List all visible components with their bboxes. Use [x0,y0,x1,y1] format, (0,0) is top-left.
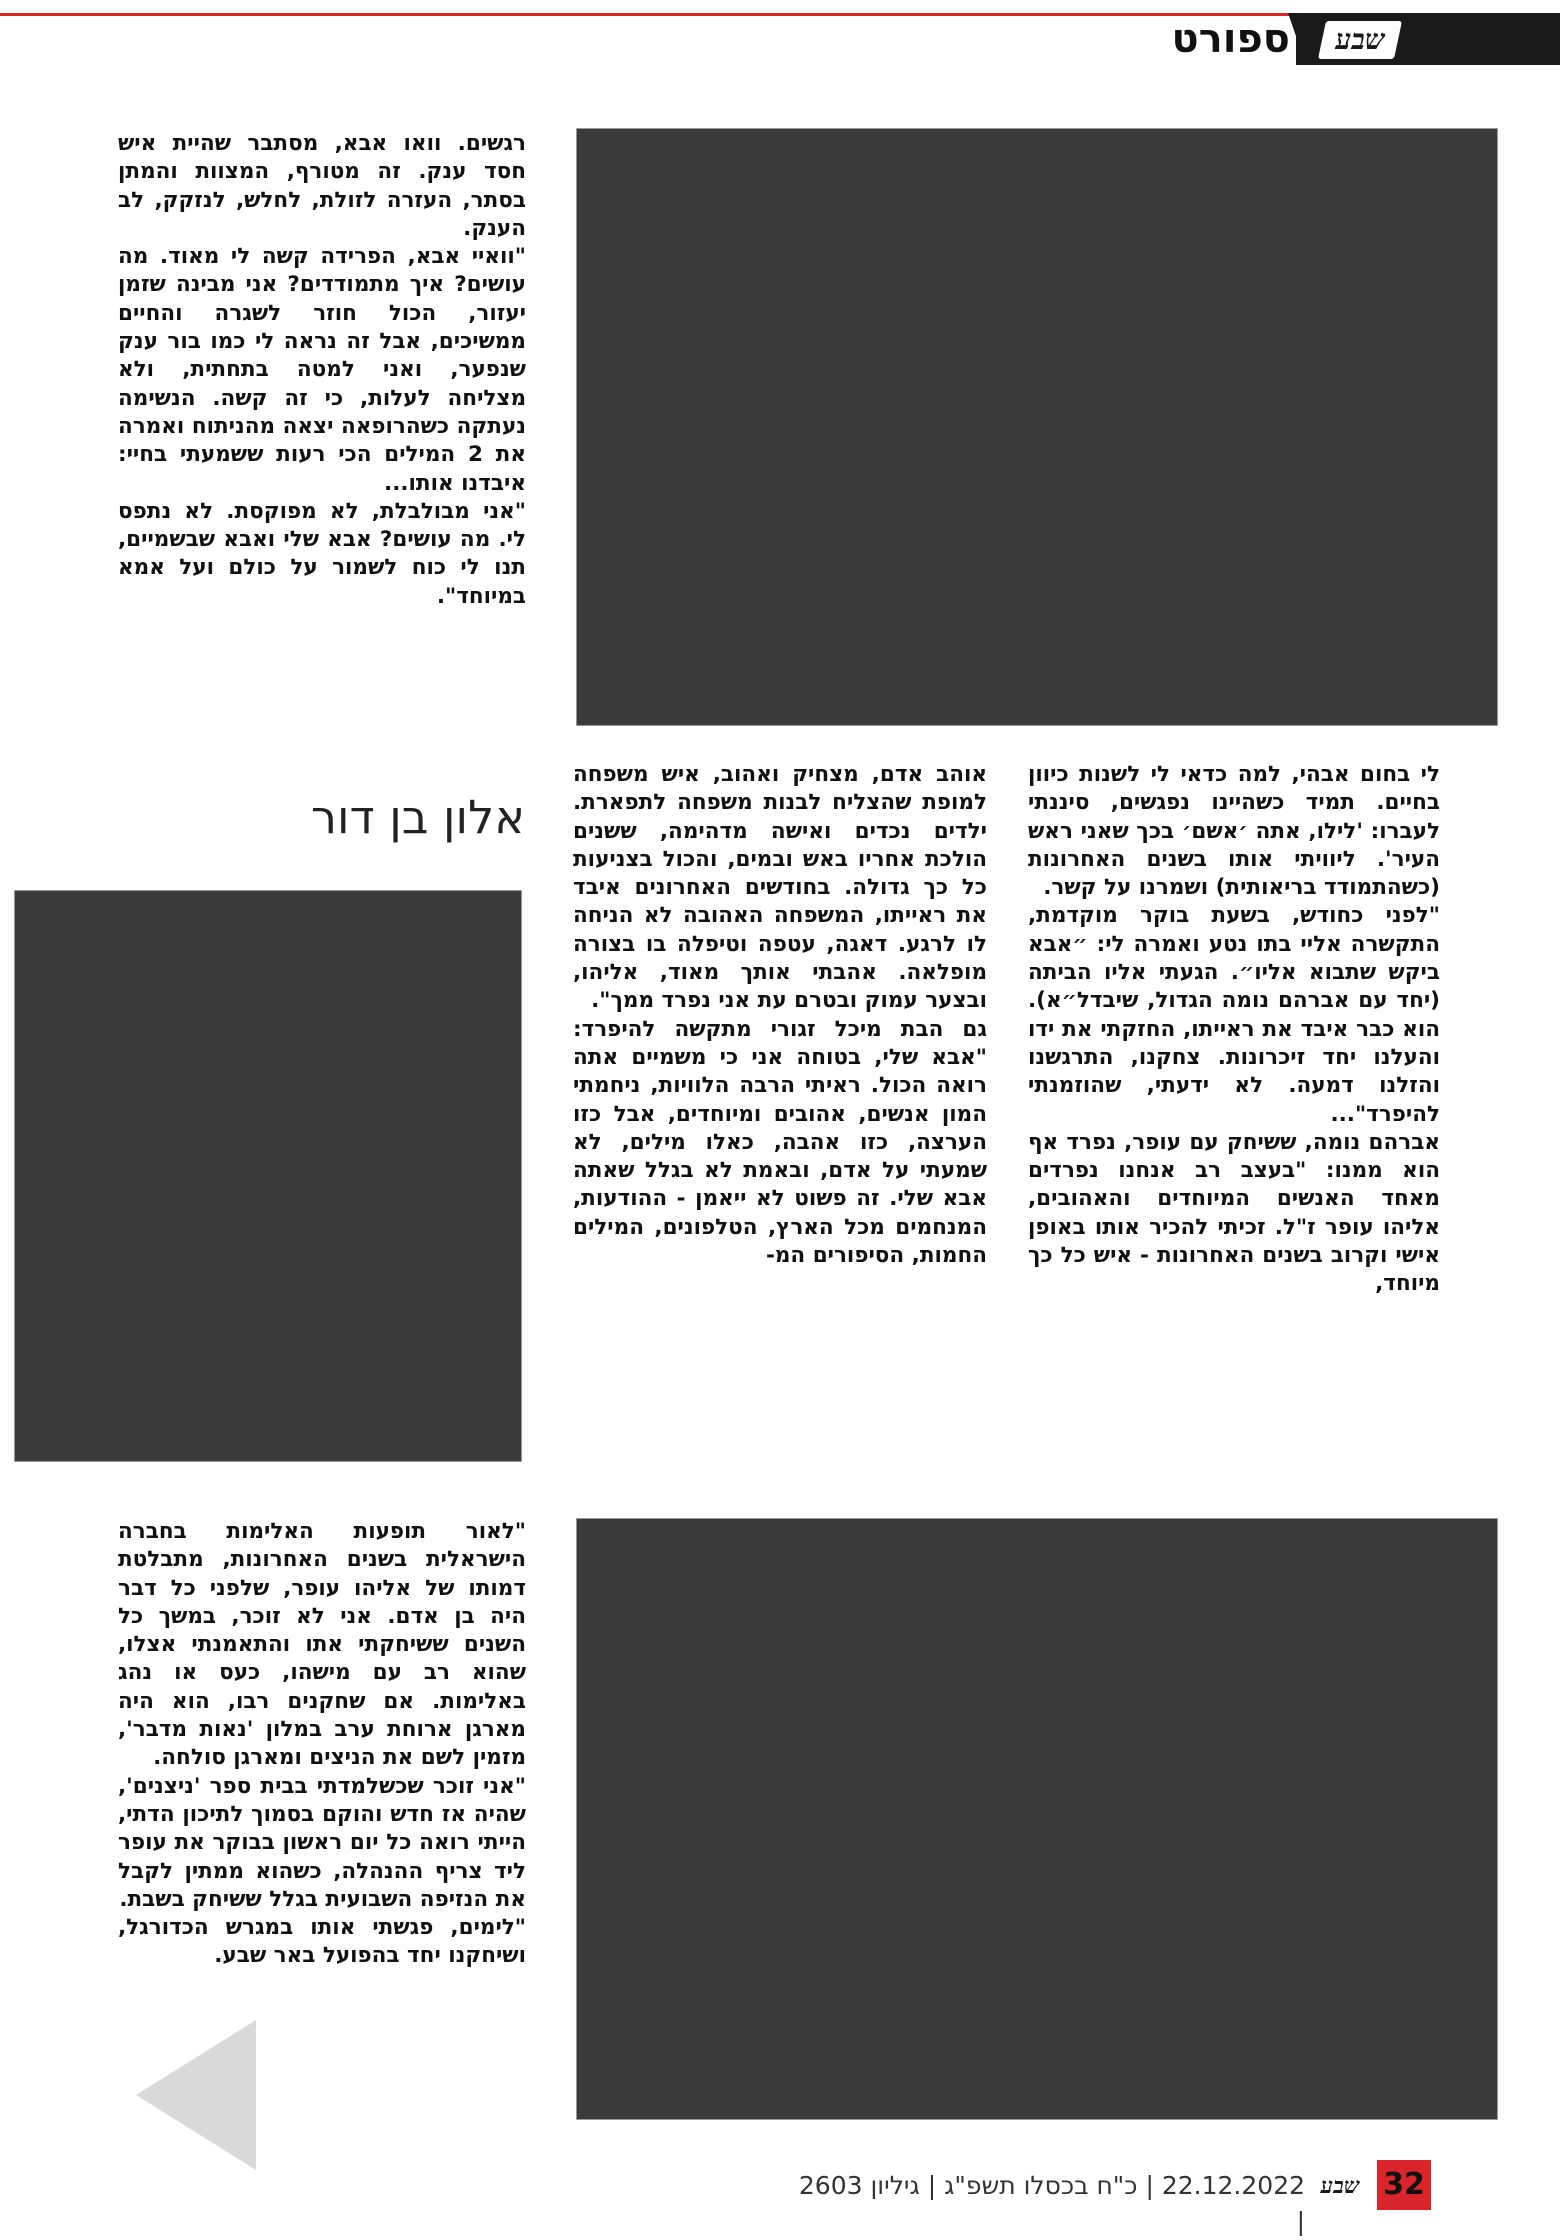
paragraph: "אני זוכר שכשלמדתי בבית ספר 'ניצנים', שהיה אז חדש והוקם בסמוך לתיכון הדתי, הייתי רואה כל יום ראשון בבוקר את עופר ליד צריף ההנהלה, כשהוא ממתין לקבל את הנזיפה השבועית בגלל ששיחק בשבת. [118,1773,526,1912]
paragraph: "אני מבולבלת, לא מפוקסת. לא נתפס לי. מה עושים? אבא שלי ואבא שבשמיים, תנו לי כוח לשמור על כולם ועל אמא במיוחד". [118,498,526,609]
paragraph: אברהם נומה, ששיחק עם עופר, נפרד אף הוא ממנו: "בעצב רב אנחנו נפרדים מאחד האנשים המיוחדים והאהובים, אליהו עופר ז"ל. זכיתי להכיר אותו באופן אישי וקרוב בשנים האחרונות - איש כל כך מיוחד, [1028,1129,1440,1297]
section-title: ספורט [1171,16,1290,62]
paragraph: גם הבת מיכל זגורי מתקשה להיפרד: "אבא שלי, בטוחה אני כי משמיים אתה רואה הכול. ראיתי הרבה הלוויות, ניחמתי המון אנשים, אהובים ומיוחדים, אבל כזו הערצה, כזו אהבה, כאלו מילים, לא שמעתי על אדם, ובאמת לא בגלל שאתה אבא שלי. זה פשוט לא ייאמן - ההודעות, המנחמים מכל הארץ, הטלפונים, המילים החמות, הסיפורים המ- [573,1016,987,1269]
text-column-middle-center [573,761,987,1270]
handshake-photo [576,1518,1498,2120]
magazine-logo: שבע [1335,23,1385,56]
paragraph: לי בחום אבהי, למה כדאי לי לשנות כיוון בחיים. תמיד כשהיינו נפגשים, סיננתי לעברו: 'לילו, אתה ׳אשם׳ בכך שאני ראש העיר'. ליוויתי אותו בשנים האחרונות (כשהתמודד בריאותית) ושמרנו על קשר. [1028,762,1440,901]
portrait-photo [14,890,522,1462]
issue-info: 22.12.2022 | כ"ח בכסלו תשפ"ג | גיליון 2603 | [798,2171,1305,2236]
footer-logo: שבע [1320,2173,1360,2199]
decorative-triangle [136,2020,256,2170]
text-column-top-left [118,130,526,611]
paragraph: רגשים. וואו אבא, מסתבר שהיית איש חסד ענק. זה מטורף, המצוות והמתן בסתר, העזרה לזולת, לחלש, לנזקק, לב הענק. [118,131,526,241]
team-photo [576,128,1498,726]
text-column-middle-right [1028,761,1440,1299]
paragraph: "וואיי אבא, הפרידה קשה לי מאוד. מה עושים? איך מתמודדים? אני מבינה שזמן יעזור, הכול חוזר לשגרה והחיים ממשיכים, אבל זה נראה לי כמו בור ענק שנפער, ואני למטה בתחתית, ולא מצליחה לעלות, כי זה קשה. הנשימה נעתקה כשהרופאה יצאה מהניתוח ואמרה את 2 המילים הכי רעות ששמעתי בחיי: איבדנו אותו... [118,244,526,496]
paragraph: אוהב אדם, מצחיק ואהוב, איש משפחה למופת שהצליח לבנות משפחה לתפארת. ילדים נכדים ואישה מדהימה, ששנים הולכת אחריו באש ובמים, והכול בצניעות כל כך גדולה. בחודשים האחרונים איבד את ראייתו, המשפחה האהובה לא הניחה לו לרגע. דאגה, עטפה וטיפלה בו בצורה מופלאה. אהבתי אותך מאוד, אליהו, ובצער עמוק ובטרם עת אני נפרד ממך". [573,762,987,1014]
text-column-bottom-left [118,1518,526,1971]
page-number: 32 [1383,2167,1425,2202]
paragraph: "לאור תופעות האלימות בחברה הישראלית בשנים האחרונות, מתבלטת דמותו של אליהו עופר, שלפני כל דבר היה בן אדם. אני לא זוכר, במשך כל השנים ששיחקתי אתו והתאמנתי אצלו, שהוא רב עם מישהו, כעס או נהג באלימות. אם שחקנים רבו, הוא היה מארגן ארוחת ערב במלון 'נאות מדבר', מזמין לשם את הניצים ומארגן סולחה. [118,1519,526,1771]
paragraph: "לימים, פגשתי אותו במגרש הכדורגל, ושיחקנו יחד בהפועל באר שבע. [118,1915,526,1969]
author-byline: אלון בן דור [311,790,525,844]
paragraph: "לפני כחודש, בשעת בוקר מוקדמת, התקשרה אליי בתו נטע ואמרה לי: ״אבא ביקש שתבוא אליו״. הגעתי אליו הביתה (יחד עם אברהם נומה הגדול, שיבדל״א). הוא כבר איבד את ראייתו, החזקתי את ידו והעלנו יחד זיכרונות. צחקנו, התרגשנו והזלנו דמעה. לא ידעתי, שהוזמנתי להיפרד"... [1028,903,1440,1127]
